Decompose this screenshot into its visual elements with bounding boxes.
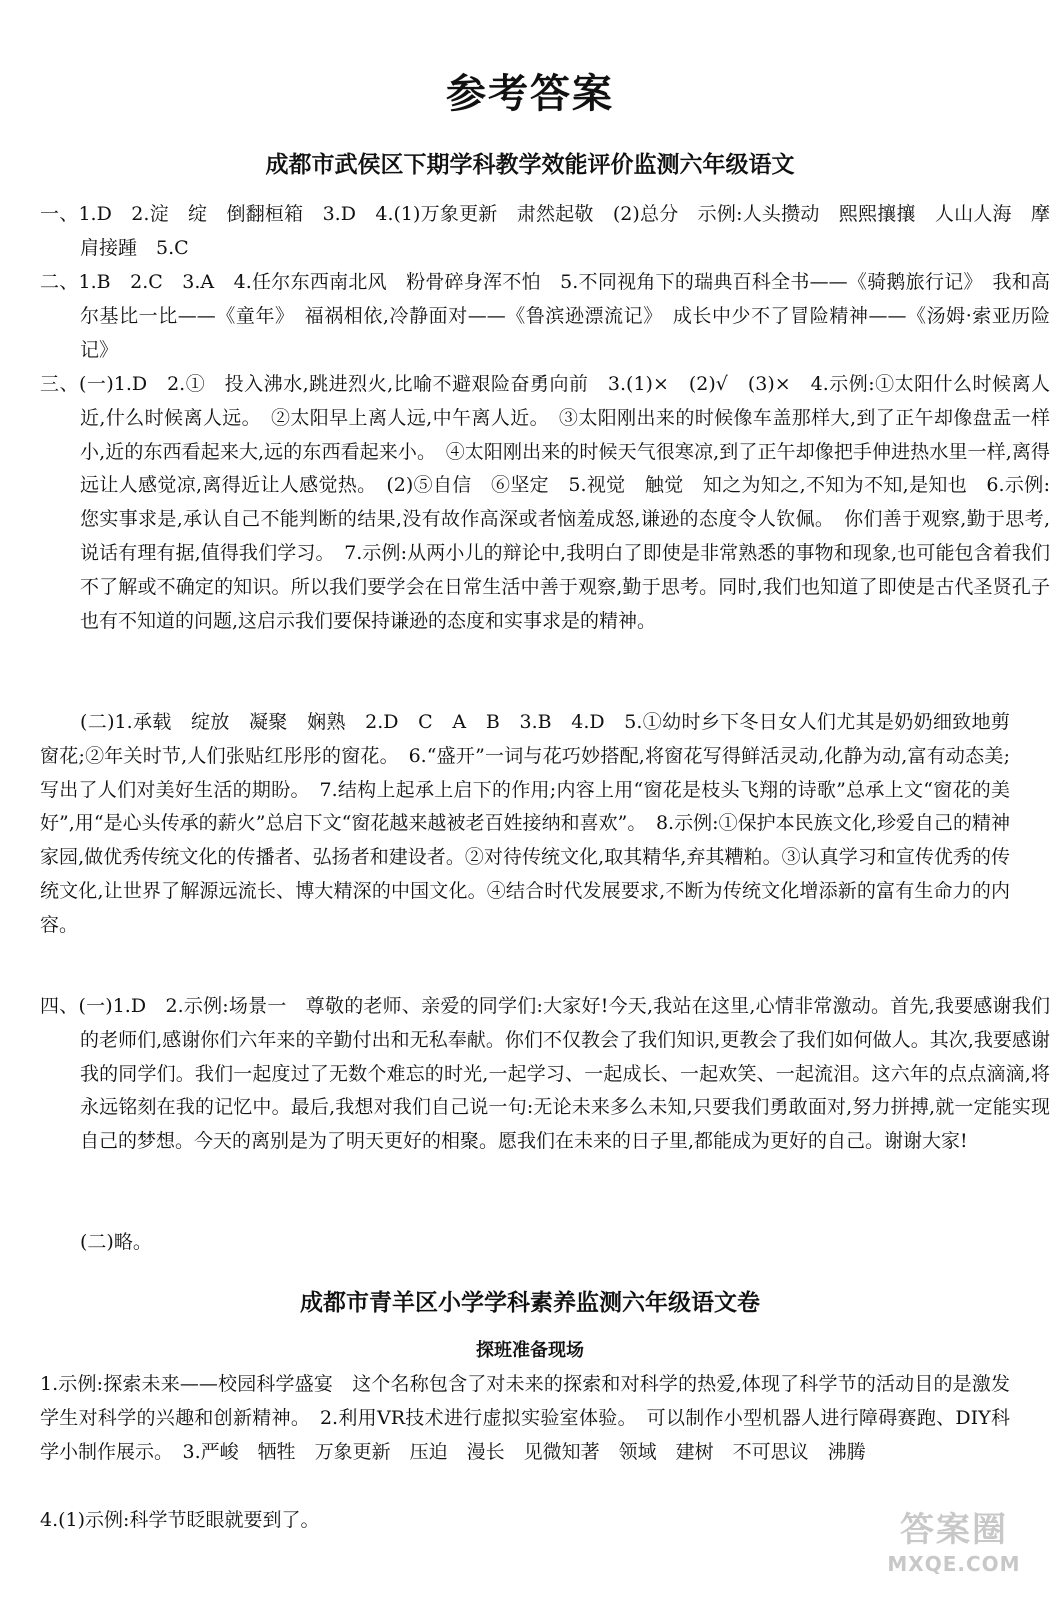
section-subtitle: 探班准备现场 (476, 1340, 584, 1361)
answer-part-1: 一、1.D 2.淀 绽 倒翻桓箱 3.D 4.(1)万象更新 肃然起敬 (2)总分 示例:人头攒动 熙熙攘攘 人山人海 摩肩接踵 5.C (40, 203, 1050, 259)
answer-part-3-reading-1: 三、(一)1.D 2.① 投入沸水,跳进烈火,比喻不避艰险奋勇向前 3.(1)× (2)√ (3)× 4.示例:①太阳什么时候离人近,什么时候离人远。 ②太阳早上离人远,中午离人近。 ③太阳刚出来的时候像车盖那样大,到了正午却像盘盂一样小,近的东西看起来大,远的东西看起来小。 ④太阳刚出来的时候天气很寒凉,到了正午却像把手伸进热水里一样,离得远让人感觉凉,离得近让人感觉热。 (2)⑤自信 ⑥坚定 5.视觉 触觉 知之为知之,不知为不知,是知也 6.示例:您实事求是,承认自己不能判断的结果,没有故作高深或者恼羞成怒,谦逊的态度令人钦佩。 你们善于观察,勤于思考,说话有理有据,值得我们学习。 7.示例:从两小儿的辩论中,我明白了即使是非常熟悉的事物和现象,也可能包含着我们不了解或不确定的知识。所以我们要学会在日常生活中善于观察,勤于思考。同时,我们也知道了即使是古代圣贤孔子也有不知道的问题,这启示我们要保持谦逊的态度和实事求是的精神。 (40, 373, 1050, 632)
answer-q4: 4.(1)示例:科学节眨眼就要到了。 (40, 1509, 320, 1531)
answer-part-2: 二、1.B 2.C 3.A 4.任尔东西南北风 粉骨碎身浑不怕 5.不同视角下的瑞典百科全书——《骑鹅旅行记》 我和高尔基比一比——《童年》 福祸相依,冷静面对——《鲁滨逊漂流记》 成长中少不了冒险精神——《汤姆·索亚历险记》 (40, 271, 1050, 361)
site-watermark (884, 1508, 1024, 1582)
answer-part-4-omitted: (二)略。 (80, 1231, 152, 1253)
watermark-logo-text: 答案圈 (900, 1510, 1008, 1550)
section-title-qingyang: 成都市青羊区小学学科素养监测六年级语文卷 (300, 1290, 760, 1316)
section-title-wuhou: 成都市武侯区下期学科教学效能评价监测六年级语文 (265, 152, 795, 178)
page-title: 参考答案 (446, 71, 614, 117)
answer-part-4-writing: 四、(一)1.D 2.示例:场景一 尊敬的老师、亲爱的同学们:大家好!今天,我站在这里,心情非常激动。首先,我要感谢我们的老师们,感谢你们六年来的辛勤付出和无私奉献。你们不仅教会了我们知识,更教会了我们如何做人。其次,我要感谢我的同学们。我们一起度过了无数个难忘的时光,一起学习、一起成长、一起欢笑、一起流泪。这六年的点点滴滴,将永远铭刻在我的记忆中。最后,我想对我们自己说一句:无论未来多么未知,只要我们勇敢面对,努力拼搏,就一定能实现自己的梦想。今天的离别是为了明天更好的相聚。愿我们在未来的日子里,都能成为更好的自己。谢谢大家! (40, 995, 1050, 1153)
answer-q1-3: 1.示例:探索未来——校园科学盛宴 这个名称包含了对未来的探索和对科学的热爱,体现了科学节的活动目的是激发学生对科学的兴趣和创新精神。 2.利用VR技术进行虚拟实验室体验。 可以制作小型机器人进行障碍赛跑、DIY科学小制作展示。 3.严峻 牺牲 万象更新 压迫 漫长 见微知著 领域 建树 不可思议 沸腾 (40, 1373, 1010, 1463)
watermark-domain: MXQE.COM (887, 1552, 1021, 1576)
answer-part-3-reading-2: (二)1.承载 绽放 凝聚 娴熟 2.D C A B 3.B 4.D 5.①幼时乡下冬日女人们尤其是奶奶细致地剪窗花;②年关时节,人们张贴红彤彤的窗花。 6.“盛开”一词与花巧妙搭配,将窗花写得鲜活灵动,化静为动,富有动态美;写出了人们对美好生活的期盼。 7.结构上起承上启下的作用;内容上用“窗花是枝头飞翔的诗歌”总承上文“窗花的美好”,用“是心头传承的薪火”总启下文“窗花越来越被老百姓接纳和喜欢”。 8.示例:①保护本民族文化,珍爱自己的精神家园,做优秀传统文化的传播者、弘扬者和建设者。②对待传统文化,取其精华,弃其糟粕。③认真学习和宣传优秀的传统文化,让世界了解源远流长、博大精深的中国文化。④结合时代发展要求,不断为传统文化增添新的富有生命力的内容。 (40, 711, 1010, 936)
